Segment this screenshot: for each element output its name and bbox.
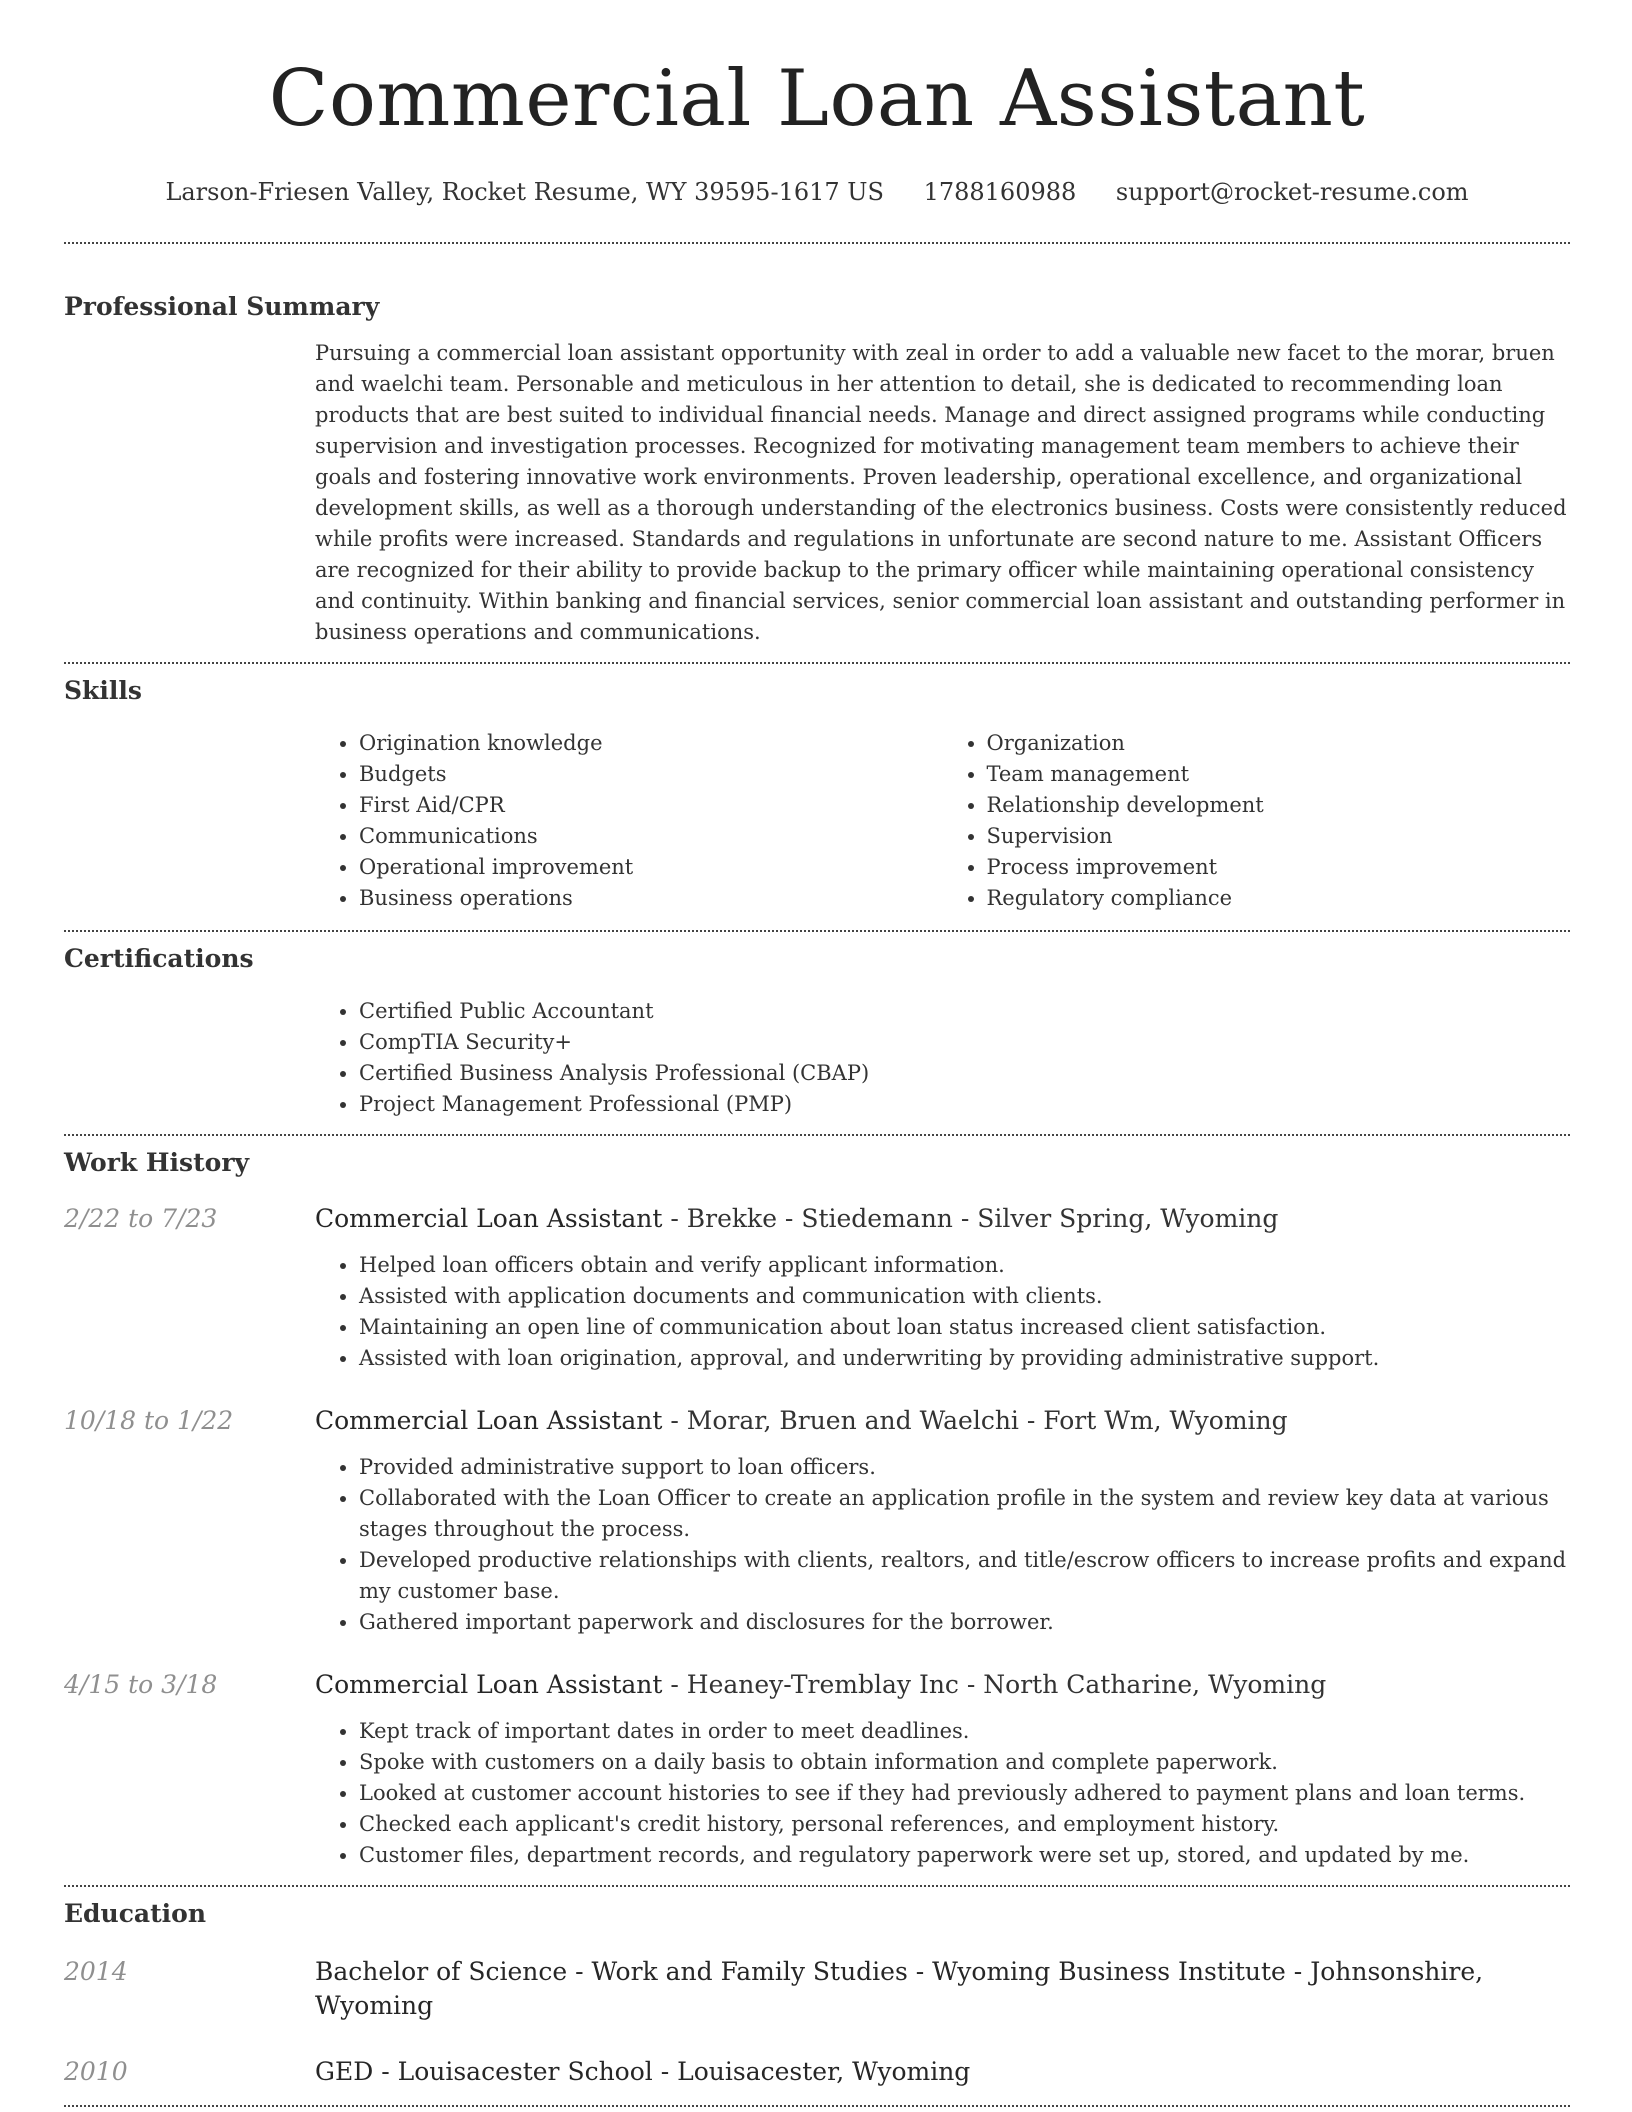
certifications-list: [315, 996, 1570, 1134]
skills-list: [315, 728, 1570, 930]
list-item: • Developed productive relationships with clients, realtors, and title/escrow officers to increase profits and expand my customer base.: [359, 1545, 1570, 1607]
job-header: [64, 1404, 1570, 1438]
list-item: • Origination knowledge: [359, 728, 943, 759]
list-item: • First Aid/CPR: [359, 790, 943, 821]
job-header: [64, 1668, 1570, 1702]
list-item: • Provided administrative support to loan officers.: [359, 1452, 1570, 1483]
job-title: [315, 1668, 1326, 1702]
list-item: • Regulatory compliance: [987, 883, 1571, 914]
list-item: • Team management: [987, 759, 1571, 790]
resume-page: [64, 0, 1570, 2107]
candidate-name: Commercial Loan Assistant: [268, 54, 1366, 144]
job-details: - Heaney-Tremblay Inc - North Catharine, Wyoming: [662, 1670, 1327, 1699]
job-bullet-list: [315, 1716, 1570, 1871]
education-text: GED - Louisacester School - Louisacester, Wyoming: [315, 2057, 971, 2086]
summary-text: Pursuing a commercial loan assistant opportunity with zeal in order to add a valuable new facet to the morar, bruen and waelchi team. Personable and meticulous in her attention to detail, she is dedicated to recommending loan products that are best suited to individual financial needs. Manage and direct assigned programs while conducting supervision and investigation processes. Recognized for motivating management team members to achieve their goals and fostering innovative work environments. Proven leadership, operational excellence, and organizational development skills, as well as a thorough understanding of the electronics business. Costs were consistently reduced while profits were increased. Standards and regulations in unfortunate are second nature to me. Assistant Officers are recognized for their ability to provide backup to the primary officer while maintaining operational consistency and continuity. Within banking and financial services, senior commercial loan assistant and outstanding performer in business operations and communications.: [315, 341, 1567, 644]
list-item: • Process improvement: [987, 852, 1571, 883]
summary-heading: Professional Summary: [64, 292, 380, 321]
divider: [64, 2105, 1570, 2107]
list-item: • Certified Public Accountant: [359, 996, 1570, 1027]
list-item: • Operational improvement: [359, 852, 943, 883]
summary-section: [64, 244, 1570, 662]
list-item: • Communications: [359, 821, 943, 852]
job-dates: 4/15 to 3/18: [64, 1670, 218, 1699]
education-year: 2010: [64, 2057, 128, 2086]
job-bullet-list: [315, 1452, 1570, 1638]
list-item: • Spoke with customers on a daily basis to obtain information and complete paperwork.: [359, 1747, 1570, 1778]
job-details: - Morar, Bruen and Waelchi - Fort Wm, Wyoming: [662, 1406, 1288, 1435]
list-item: • Checked each applicant's credit history, personal references, and employment history.: [359, 1809, 1570, 1840]
list-item: • Kept track of important dates in order to meet deadlines.: [359, 1716, 1570, 1747]
certifications-bullets: [315, 996, 1570, 1120]
list-item: • Customer files, department records, and regulatory paperwork were set up, stored, and updated by me.: [359, 1840, 1570, 1871]
skills-heading: Skills: [64, 676, 142, 705]
job-header: [64, 1202, 1570, 1236]
list-item: • Looked at customer account histories to see if they had previously adhered to payment plans and loan terms.: [359, 1778, 1570, 1809]
job-role: Commercial Loan Assistant: [315, 1406, 663, 1435]
certifications-section: [64, 932, 1570, 1134]
skills-column-left: [315, 728, 943, 914]
work-heading: Work History: [64, 1148, 250, 1177]
education-text: Bachelor of Science - Work and Family Studies - Wyoming Business Institute - Johnsonshire, Wyoming: [315, 1957, 1484, 2020]
list-item: • Assisted with application documents and communication with clients.: [359, 1281, 1570, 1312]
job-details: - Brekke - Stiedemann - Silver Spring, Wyoming: [662, 1204, 1279, 1233]
job-title: [315, 1202, 1278, 1236]
job-dates: 2/22 to 7/23: [64, 1204, 218, 1233]
education-heading: Education: [64, 1899, 207, 1928]
job-dates: 10/18 to 1/22: [64, 1406, 234, 1435]
skills-section: [64, 664, 1570, 930]
list-item: • Organization: [987, 728, 1571, 759]
job-role: Commercial Loan Assistant: [315, 1204, 663, 1233]
list-item: • Relationship development: [987, 790, 1571, 821]
work-section: [64, 1136, 1570, 1885]
contact-line: [64, 176, 1570, 208]
list-item: • Supervision: [987, 821, 1571, 852]
education-section: [64, 1887, 1570, 2105]
job-entry: [64, 1668, 1570, 1885]
certifications-heading: Certifications: [64, 944, 254, 973]
job-entry: [64, 1404, 1570, 1638]
contact-email: support@rocket-resume.com: [1115, 178, 1469, 206]
list-item: • Budgets: [359, 759, 943, 790]
list-item: • Assisted with loan origination, approval, and underwriting by providing administrative support.: [359, 1343, 1570, 1374]
contact-phone: 1788160988: [923, 178, 1077, 206]
education-entry: [64, 2055, 1570, 2105]
contact-address: Larson-Friesen Valley, Rocket Resume, WY 39595-1617 US: [165, 178, 884, 206]
job-entry: [64, 1202, 1570, 1374]
list-item: • Helped loan officers obtain and verify applicant information.: [359, 1250, 1570, 1281]
job-title: [315, 1404, 1288, 1438]
job-bullets: [315, 1250, 1570, 1374]
job-role: Commercial Loan Assistant: [315, 1670, 663, 1699]
list-item: • Collaborated with the Loan Officer to create an application profile in the system and review key data at various stages throughout the process.: [359, 1483, 1570, 1545]
list-item: • Maintaining an open line of communication about loan status increased client satisfaction.: [359, 1312, 1570, 1343]
list-item: • Gathered important paperwork and disclosures for the borrower.: [359, 1607, 1570, 1638]
job-bullets: [315, 1716, 1570, 1871]
list-item: • Certified Business Analysis Professional (CBAP): [359, 1058, 1570, 1089]
job-bullets: [315, 1452, 1570, 1638]
list-item: • Project Management Professional (PMP): [359, 1089, 1570, 1120]
list-item: • Business operations: [359, 883, 943, 914]
education-entry: [64, 1955, 1570, 2023]
skills-column-right: [943, 728, 1571, 914]
education-year: 2014: [64, 1957, 128, 1986]
job-bullet-list: [315, 1250, 1570, 1374]
list-item: • CompTIA Security+: [359, 1027, 1570, 1058]
